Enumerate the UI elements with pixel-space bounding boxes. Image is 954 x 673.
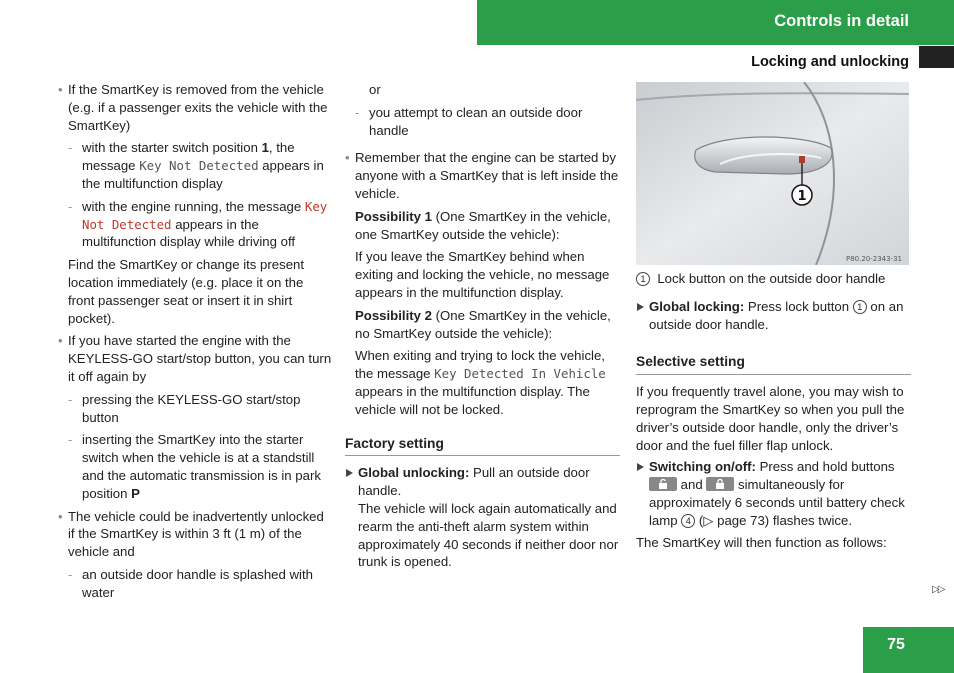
final-text: The SmartKey will then function as follows: (636, 534, 887, 550)
chapter-header-bar (477, 0, 954, 45)
dash-starter-switch: - with the starter switch position 1, the message Key Not Detected appears in the multifunction display (58, 139, 333, 192)
selective-setting-text: If you frequently travel alone, you may wish to reprogram the SmartKey so when you pull the driver’s outside door handle, only the driver’s door and the fuel filler flap unlock. (636, 384, 905, 453)
page-number: 75 (887, 636, 905, 653)
photo-callout-1: 1 (797, 189, 807, 204)
photo-reference: P80.20-2343-31 (845, 255, 903, 263)
column-1 (58, 81, 333, 607)
bullet-inadvertently-unlocked: • The vehicle could be inadvertently unlocked if the SmartKey is within 3 ft (1 m) of the vehicle and (58, 508, 333, 561)
bullet-remember-engine: • Remember that the engine can be started by anyone with a SmartKey that is left inside the vehicle. (345, 149, 620, 202)
dash-splashed-water: - an outside door handle is splashed with water (58, 566, 333, 602)
global-locking-step: Global locking: Press lock button 1 on an outside door handle. (636, 298, 911, 334)
dash-inserting-smartkey: - inserting the SmartKey into the starter switch when the vehicle is at a standstill and the automatic transmission is in park position P (58, 431, 333, 502)
global-unlocking-step: Global unlocking: Pull an outside door handle. (345, 464, 620, 500)
lock-button-icon (706, 477, 734, 491)
switching-step: Switching on/off: Press and hold buttons and simultaneously for approximately 6 seconds until battery check lamp 4 (▷ page 73) flashes twice. (636, 458, 911, 529)
chapter-tab-marker (919, 46, 954, 68)
door-handle-photo (636, 82, 909, 265)
or-text: or (369, 82, 381, 97)
find-smartkey-text: Find the SmartKey or change its present location immediately (e.g. place it on the front passenger seat or insert it in shirt pocket). (68, 257, 305, 326)
caption-number: 1 (636, 272, 650, 286)
possibility-1: Possibility 1 (One SmartKey in the vehicle, one SmartKey outside the vehicle): (355, 208, 611, 242)
dash-engine-running: - with the engine running, the message Key Not Detected appears in the multifunction display while driving off (58, 198, 333, 251)
dash-pressing-button: - pressing the KEYLESS-GO start/stop button (58, 391, 333, 427)
selective-setting-heading: Selective setting (636, 353, 911, 375)
factory-setting-heading: Factory setting (345, 435, 620, 457)
photo-caption: 1 Lock button on the outside door handle Global locking: Press lock button 1 on an outside door handle. Selective setting If you frequently travel alone, you may wish to reprogram the SmartKey so when you pull the driver’s outside door handle, only the driver’s door and the fuel filler flap unlock. Switching on/off: Press and hold buttons and simultaneously for approximately 6 seconds until battery check lamp 4 (▷ page 73) flashes twice. The SmartKey will then function as follows: (636, 270, 911, 551)
dash-clean-handle: - you attempt to clean an outside door handle (345, 104, 620, 140)
display-message-warning: Key Not Detected (82, 198, 328, 232)
chapter-title: Controls in detail (774, 12, 909, 30)
possibility-1-body: If you leave the SmartKey behind when exiting and locking the vehicle, no message appears in the multifunction display. (355, 249, 610, 300)
continue-arrow-icon: ▷▷ (932, 584, 944, 595)
column-2 (345, 81, 620, 576)
global-unlocking-body: The vehicle will lock again automatically and rearm the anti-theft alarm system within approximately 40 seconds if neither door nor trunk is opened. (358, 500, 619, 570)
bullet-smartkey-removed: • If the SmartKey is removed from the vehicle (e.g. if a passenger exits the vehicle with the SmartKey) (58, 81, 333, 134)
possibility-2: Possibility 2 (One SmartKey in the vehicle, no SmartKey outside the vehicle): (355, 307, 611, 341)
display-message: Key Detected In Vehicle (434, 366, 606, 382)
bullet-keyless-go: • If you have started the engine with the KEYLESS-GO start/stop button, you can turn it off again by (58, 332, 333, 385)
unlock-button-icon (649, 477, 677, 491)
possibility-2-body: When exiting and trying to lock the vehicle, the message Key Detected In Vehicle appears in the multifunction display. The vehicle will not be locked. (355, 348, 606, 417)
page-number-box (863, 627, 954, 673)
display-message: Key Not Detected (139, 158, 259, 174)
section-title: Locking and unlocking (751, 54, 909, 70)
